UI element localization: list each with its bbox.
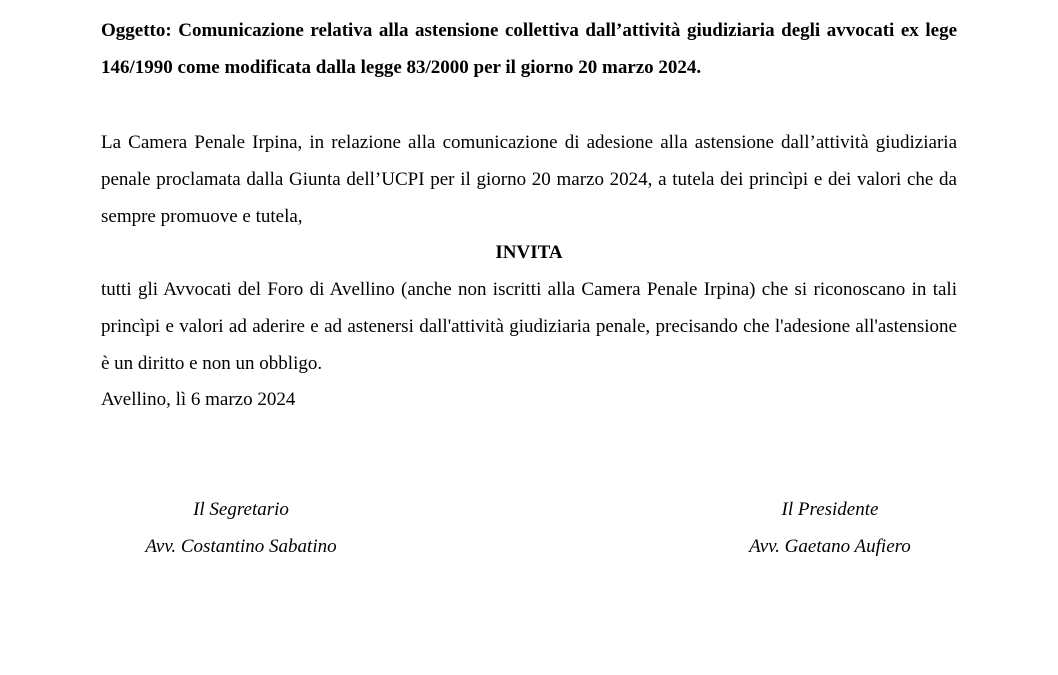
invita-heading: INVITA	[495, 242, 563, 263]
signature-secretary-name: Avv. Costantino Sabatino	[145, 536, 337, 557]
intro-paragraph: La Camera Penale Irpina, in relazione alla comunicazione di adesione alla astensione dall’attività giudiziaria penale proclamata dalla Giunta dell’UCPI per il giorno 20 marzo 2024, a tutela dei princìpi e dei valori che da sempre promuove e tutela,	[101, 132, 957, 227]
signature-president-role: Il Presidente	[781, 499, 879, 520]
signature-president	[690, 491, 970, 565]
subject-paragraph: Oggetto: Comunicazione relativa alla astensione collettiva dall’attività giudiziaria degli avvocati ex lege 146/1990 come modificata dalla legge 83/2000 per il giorno 20 marzo 2024.	[101, 20, 957, 78]
place-date-line: Avellino, lì 6 marzo 2024	[101, 389, 296, 410]
signature-secretary	[101, 491, 381, 565]
appeal-paragraph: tutti gli Avvocati del Foro di Avellino (anche non iscritti alla Camera Penale Irpina) che si riconoscano in tali princìpi e valori ad aderire e ad astenersi dall'attività giudiziaria penale, precisando che l'adesione all'astensione è un diritto e non un obbligo.	[101, 279, 957, 374]
signature-president-name: Avv. Gaetano Aufiero	[749, 536, 911, 557]
signature-secretary-role: Il Segretario	[193, 499, 289, 520]
